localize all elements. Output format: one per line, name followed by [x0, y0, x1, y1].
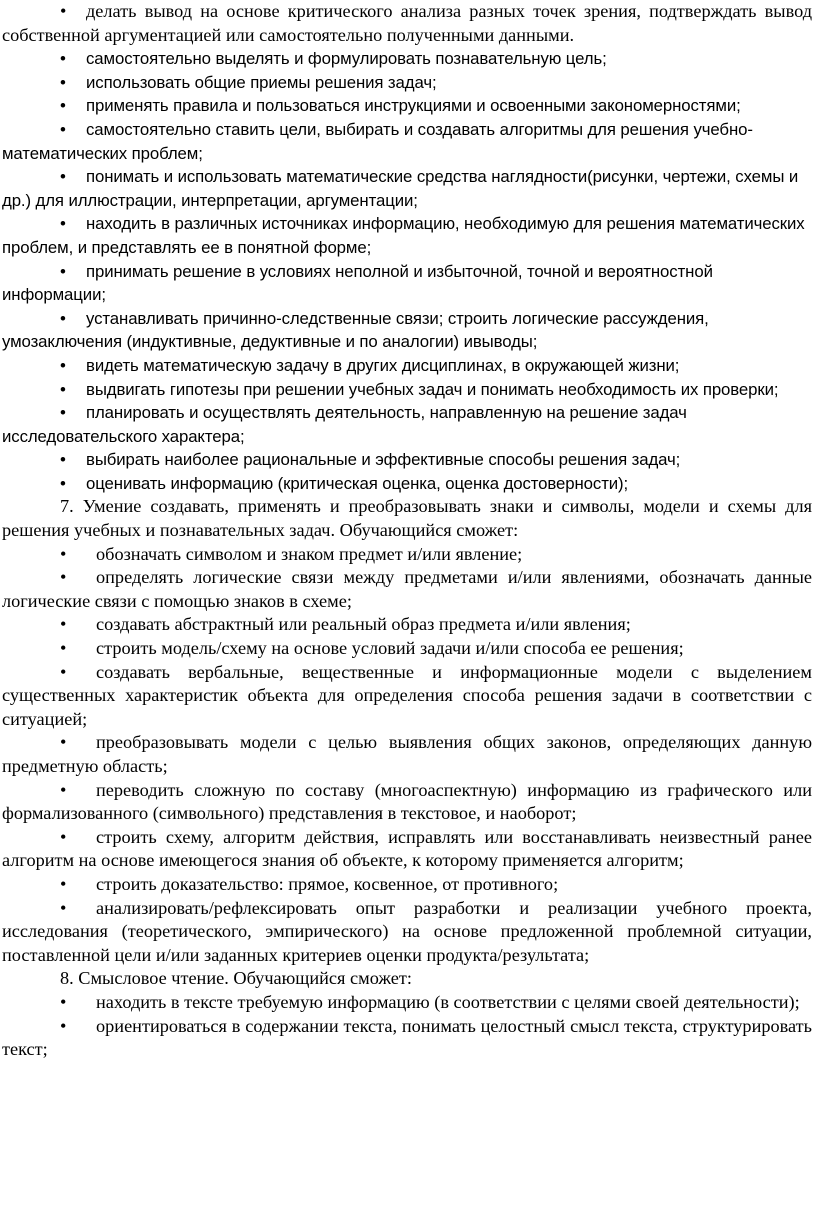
bullet-icon: •	[60, 543, 67, 564]
paragraph-text: строить доказательство: прямое, косвенное, от противного;	[96, 873, 559, 894]
paragraph-text: самостоятельно ставить цели, выбирать и создавать алгоритмы для решения учебно-математических проблем;	[2, 119, 753, 163]
bullet-icon: •	[60, 167, 66, 187]
bullet-icon: •	[60, 355, 66, 375]
bullet-item	[2, 0, 812, 47]
paragraph-text: выбирать наиболее рациональные и эффективные способы решения задач;	[86, 450, 681, 470]
bullet-icon: •	[60, 379, 66, 399]
bullet-item	[2, 566, 812, 613]
paragraph-text: находить в тексте требуемую информацию (в соответствии с целями своей деятельности);	[96, 991, 800, 1012]
bullet-icon: •	[60, 732, 67, 753]
bullet-icon: •	[60, 614, 67, 635]
bullet-item	[2, 307, 812, 354]
paragraph-text: анализировать/рефлексировать опыт разработки и реализации учебного проекта, исследования (теоретического, эмпирического) на основе предложенной проблемной ситуации, поставленной цели и/или заданных критериев оценки продукта/результата;	[2, 897, 812, 965]
bullet-item	[2, 991, 812, 1015]
bullet-item	[2, 378, 812, 402]
bullet-item	[2, 543, 812, 567]
bullet-item	[2, 873, 812, 897]
document-body	[2, 0, 812, 1062]
bullet-icon: •	[60, 214, 66, 234]
paragraph-text: самостоятельно выделять и формулировать познавательную цель;	[86, 49, 607, 69]
bullet-icon: •	[60, 473, 66, 493]
paragraph-text: определять логические связи между предметами и/или явлениями, обозначать данные логические связи с помощью знаков в схеме;	[2, 567, 812, 611]
paragraph-text: ориентироваться в содержании текста, понимать целостный смысл текста, структурировать текст;	[2, 1015, 812, 1060]
bullet-icon: •	[60, 638, 67, 659]
bullet-icon: •	[60, 897, 67, 918]
bullet-item	[2, 401, 812, 448]
bullet-icon: •	[60, 308, 66, 328]
bullet-icon: •	[60, 826, 67, 847]
paragraph-text: выдвигать гипотезы при решении учебных задач и понимать необходимость их проверки;	[86, 379, 779, 399]
bullet-icon: •	[60, 779, 67, 800]
bullet-item	[2, 448, 812, 472]
bullet-icon: •	[60, 991, 67, 1012]
bullet-item	[2, 118, 812, 165]
bullet-item	[2, 47, 812, 71]
paragraph-text: устанавливать причинно-следственные связи; строить логические рассуждения, умозаключения (индуктивные, дедуктивные и по аналогии) ивыводы;	[2, 308, 709, 352]
paragraph-text: делать вывод на основе критического анализа разных точек зрения, подтверждать вывод собственной аргументацией или самостоятельно полученными данными.	[2, 1, 812, 45]
paragraph-text: 7. Умение создавать, применять и преобразовывать знаки и символы, модели и схемы для решения учебных и познавательных задач. Обучающийся сможет:	[2, 496, 812, 541]
paragraph-text: оценивать информацию (критическая оценка, оценка достоверности);	[86, 473, 629, 493]
bullet-item	[2, 212, 812, 259]
bullet-icon: •	[60, 1015, 67, 1036]
bullet-item	[2, 472, 812, 496]
bullet-icon: •	[60, 49, 66, 69]
paragraph-text: находить в различных источниках информацию, необходимую для решения математических проблем, и представлять ее в понятной форме;	[2, 214, 805, 257]
section-paragraph	[2, 967, 812, 991]
bullet-icon: •	[60, 119, 66, 139]
bullet-item	[2, 731, 812, 778]
bullet-item	[2, 71, 812, 95]
bullet-item	[2, 661, 812, 732]
paragraph-text: обозначать символом и знаком предмет и/или явление;	[96, 543, 523, 564]
bullet-item	[2, 637, 812, 661]
bullet-item	[2, 165, 812, 212]
bullet-icon: •	[60, 403, 66, 423]
paragraph-text: строить модель/схему на основе условий задачи и/или способа ее решения;	[96, 638, 684, 659]
bullet-icon: •	[60, 261, 66, 281]
paragraph-text: 8. Смысловое чтение. Обучающийся сможет:	[60, 968, 412, 989]
bullet-icon: •	[60, 1, 67, 21]
paragraph-text: принимать решение в условиях неполной и избыточной, точной и вероятностной информации;	[2, 261, 713, 305]
paragraph-text: создавать абстрактный или реальный образ предмета и/или явления;	[96, 614, 631, 635]
paragraph-text: планировать и осуществлять деятельность, направленную на решение задач исследовательского характера;	[2, 403, 687, 446]
bullet-item	[2, 260, 812, 307]
bullet-item	[2, 779, 812, 826]
paragraph-text: преобразовывать модели с целью выявления общих законов, определяющих данную предметную область;	[2, 732, 812, 776]
bullet-icon: •	[60, 567, 67, 588]
bullet-icon: •	[60, 450, 66, 470]
paragraph-text: создавать вербальные, вещественные и информационные модели с выделением существенных характеристик объекта для определения способа решения задачи в соответствии с ситуацией;	[2, 661, 812, 729]
bullet-icon: •	[60, 661, 67, 682]
bullet-item	[2, 897, 812, 968]
paragraph-text: понимать и использовать математические средства наглядности(рисунки, чертежи, схемы и др.) для иллюстрации, интерпретации, аргументации;	[2, 167, 799, 210]
bullet-item	[2, 826, 812, 873]
bullet-icon: •	[60, 873, 67, 894]
bullet-item	[2, 613, 812, 637]
paragraph-text: видеть математическую задачу в других дисциплинах, в окружающей жизни;	[86, 355, 680, 375]
bullet-icon: •	[60, 72, 66, 92]
bullet-item	[2, 1015, 812, 1062]
bullet-icon: •	[60, 96, 66, 116]
bullet-item	[2, 354, 812, 378]
section-paragraph	[2, 495, 812, 542]
paragraph-text: применять правила и пользоваться инструкциями и освоенными закономерностями;	[86, 96, 741, 116]
paragraph-text: переводить сложную по составу (многоаспектную) информацию из графического или формализованного (символьного) представления в текстовое, и наоборот;	[2, 779, 812, 824]
bullet-item	[2, 94, 812, 118]
paragraph-text: строить схему, алгоритм действия, исправлять или восстанавливать неизвестный ранее алгоритм на основе имеющегося знания об объекте, к которому применяется алгоритм;	[2, 826, 812, 871]
paragraph-text: использовать общие приемы решения задач;	[86, 72, 437, 92]
